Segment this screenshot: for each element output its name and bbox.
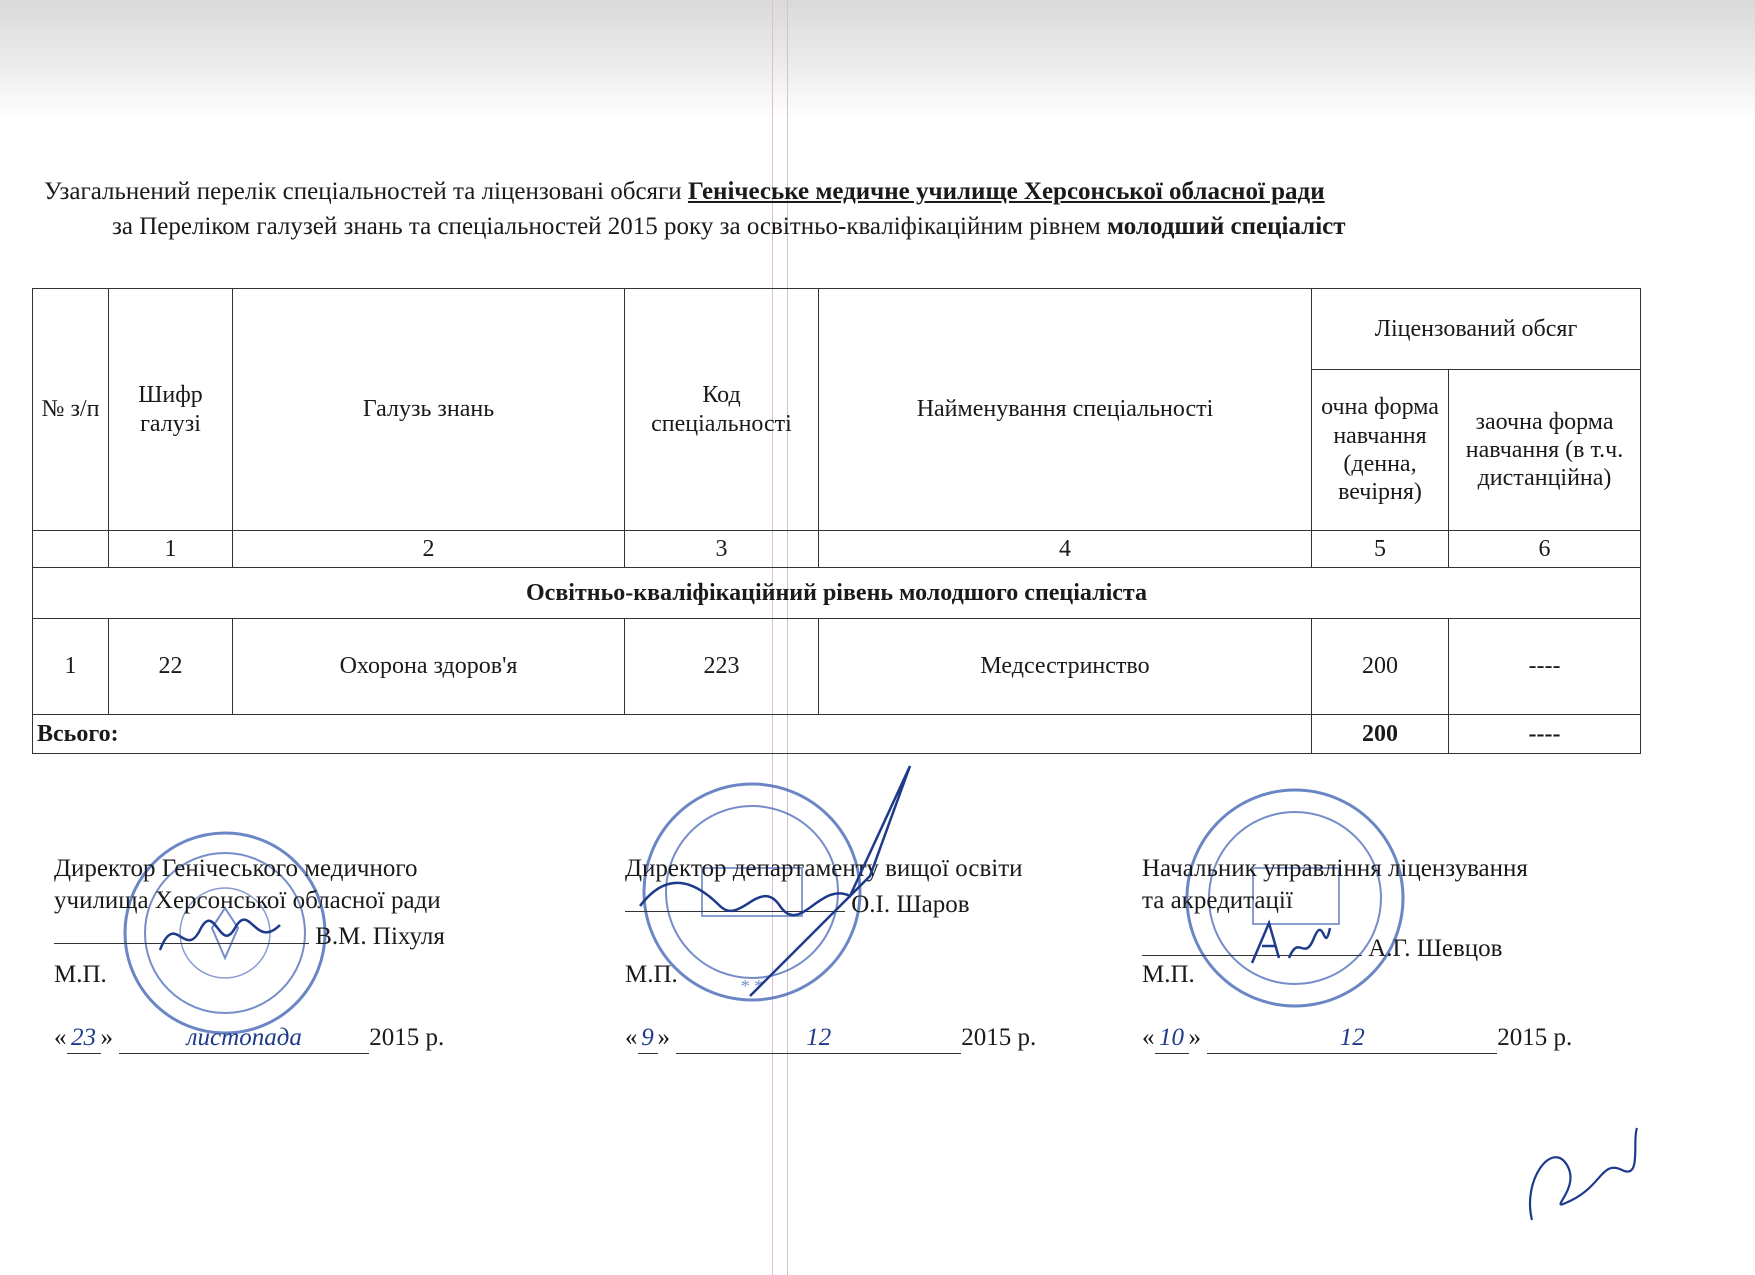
signer-title-line1: Начальник управління ліцензування xyxy=(1142,855,1528,882)
cell-num: 1 xyxy=(33,619,109,715)
column-number-cell: 1 xyxy=(109,531,233,568)
date-year: 2015 р. xyxy=(369,1024,445,1051)
signature-date xyxy=(1142,1022,1572,1054)
signer-title-line1: Директор департаменту вищої освіти xyxy=(625,855,1023,882)
date-month: листопада xyxy=(119,1022,369,1054)
cell-branch-name: Охорона здоров'я xyxy=(233,619,625,715)
date-open-quote: « xyxy=(1142,1024,1155,1051)
seal-place-label: М.П. xyxy=(625,961,678,988)
signer-title-line2: училища Херсонської обласної ради xyxy=(54,887,441,914)
cell-branch-code: 22 xyxy=(109,619,233,715)
signer-name: В.М. Піхуля xyxy=(315,923,445,950)
date-month: 12 xyxy=(676,1022,961,1054)
signer-name: А.Г. Шевцов xyxy=(1368,935,1503,962)
date-month: 12 xyxy=(1207,1022,1497,1054)
date-day: 9 xyxy=(638,1022,658,1054)
title-prefix: Узагальнений перелік спеціальностей та ліцензовані обсяги xyxy=(44,178,682,205)
column-number-cell: 6 xyxy=(1449,531,1641,568)
handwritten-signature-icon xyxy=(150,900,290,970)
date-year: 2015 р. xyxy=(961,1024,1037,1051)
table-row xyxy=(33,619,1641,715)
col-header-branch-name: Галузь знань xyxy=(233,289,625,531)
qualification-level: молодший спеціаліст xyxy=(1107,213,1346,240)
seal-place-label: М.П. xyxy=(1142,961,1195,988)
col-header-full-time: очна форма навчання (денна, вечірня) xyxy=(1312,370,1449,531)
col-header-licensed-volume: Ліцензований обсяг xyxy=(1312,289,1641,370)
signature-date xyxy=(625,1022,1036,1054)
column-number-cell: 3 xyxy=(625,531,819,568)
col-header-num: № з/п xyxy=(33,289,109,531)
col-header-branch-code: Шифр галузі xyxy=(109,289,233,531)
total-label: Всього: xyxy=(33,715,1312,754)
col-header-part-time: заочна форма навчання (в т.ч. дистанційна) xyxy=(1449,370,1641,531)
signature-block-head-licensing xyxy=(1142,853,1622,1063)
total-part-time: ---- xyxy=(1449,715,1641,754)
table-header-row xyxy=(33,289,1641,370)
signature-block-director-college xyxy=(54,853,554,1063)
date-close-quote: » xyxy=(657,1024,670,1051)
column-number-cell: 2 xyxy=(233,531,625,568)
date-close-quote: » xyxy=(100,1024,113,1051)
cell-part-time: ---- xyxy=(1449,619,1641,715)
date-open-quote: « xyxy=(54,1024,67,1051)
total-full-time: 200 xyxy=(1312,715,1449,754)
section-title: Освітньо-кваліфікаційний рівень молодшого спеціаліста xyxy=(33,568,1641,619)
col-header-specialty-name: Найменування спеціальності xyxy=(819,289,1312,531)
date-year: 2015 р. xyxy=(1497,1024,1573,1051)
cell-specialty-code: 223 xyxy=(625,619,819,715)
cell-specialty-name: Медсестринство xyxy=(819,619,1312,715)
date-close-quote: » xyxy=(1188,1024,1201,1051)
column-number-row xyxy=(33,531,1641,568)
institution-name: Генічеське медичне училище Херсонської обласної ради xyxy=(687,178,1325,205)
handwritten-signature-icon xyxy=(610,756,930,1006)
specialties-table xyxy=(32,288,1641,754)
total-row xyxy=(33,715,1641,754)
document-subtitle xyxy=(112,212,1346,242)
scan-shading xyxy=(0,0,1755,120)
date-day: 10 xyxy=(1155,1022,1189,1054)
seal-place-label: М.П. xyxy=(54,961,107,988)
section-row xyxy=(33,568,1641,619)
date-open-quote: « xyxy=(625,1024,638,1051)
signer-title-line1: Директор Генічеського медичного xyxy=(54,855,418,882)
signature-date xyxy=(54,1022,444,1054)
document-title xyxy=(44,177,1325,207)
handwritten-signature-icon xyxy=(1244,908,1334,978)
col-header-specialty-code: Код спеціальності xyxy=(625,289,819,531)
cell-full-time: 200 xyxy=(1312,619,1449,715)
signer-title-line2: та акредитації xyxy=(1142,887,1293,914)
svg-text:* *: * * xyxy=(740,976,764,996)
column-number-cell xyxy=(33,531,109,568)
column-number-cell: 4 xyxy=(819,531,1312,568)
column-number-cell: 5 xyxy=(1312,531,1449,568)
subtitle-prefix: за Переліком галузей знань та спеціальностей 2015 року за освітньо-кваліфікаційним рівнем xyxy=(112,213,1101,240)
date-day: 23 xyxy=(67,1022,101,1054)
handwritten-signature-icon xyxy=(1512,1120,1642,1230)
signer-name: О.І. Шаров xyxy=(851,891,970,918)
